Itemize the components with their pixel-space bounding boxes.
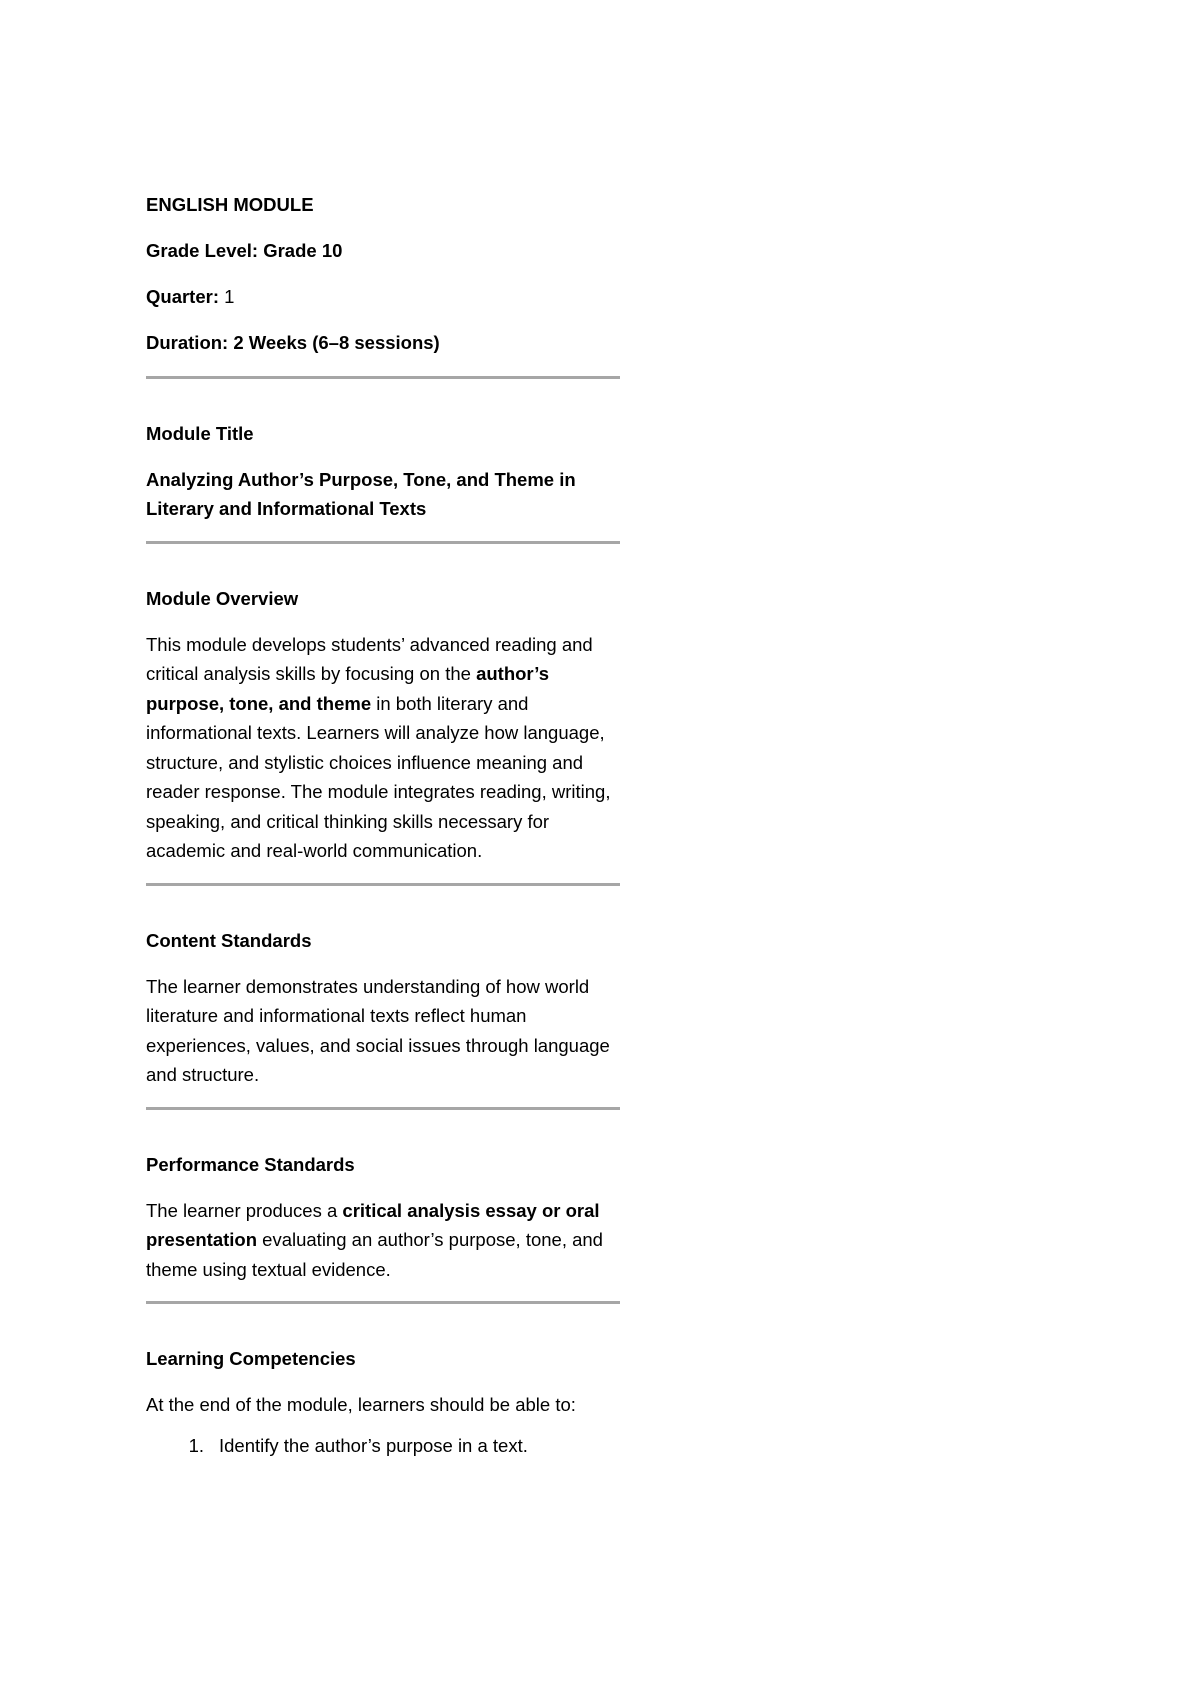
learning-competencies-heading: Learning Competencies — [146, 1348, 356, 1369]
list-item-number: 1. — [188, 1434, 204, 1456]
module-title-heading: Module Title — [146, 422, 254, 444]
module-overview-section — [146, 584, 620, 866]
module-overview-text — [146, 630, 620, 866]
competencies-list — [146, 1431, 620, 1461]
overview-text-end: in both literary and informational texts. Learners will analyze how language, structure, and stylistic choices influence meaning and reader response. The module integrates reading, writing, speaking, and critical thinking skills necessary for academic and real-world communication. — [146, 692, 611, 861]
list-item — [146, 1431, 620, 1461]
module-overview-heading: Module Overview — [146, 587, 299, 609]
content-standards-text: The learner demonstrates understanding of how world literature and informational texts reflect human experiences, values, and social issues through language and structure. — [146, 975, 610, 1085]
performance-standards-section — [146, 1150, 620, 1285]
grade-level-line — [146, 236, 620, 266]
duration-label: Duration: — [146, 332, 229, 353]
quarter-value: 1 — [224, 286, 235, 307]
grade-level-value: Grade 10 — [263, 240, 343, 261]
performance-text-emphasis: critical analysis essay or oral presentation — [146, 1199, 600, 1250]
duration-value: 2 Weeks (6–8 sessions) — [233, 332, 440, 353]
overview-text-emphasis: author’s purpose, tone, and theme — [146, 663, 550, 714]
section-divider — [146, 541, 620, 544]
content-standards-heading: Content Standards — [146, 929, 312, 951]
module-title-section — [146, 419, 620, 524]
learning-competencies-intro: At the end of the module, learners should be able to: — [146, 1394, 576, 1415]
quarter-label: Quarter: — [146, 286, 219, 307]
module-title-text: Analyzing Author’s Purpose, Tone, and Theme in Literary and Informational Texts — [146, 468, 576, 519]
section-divider — [146, 1107, 620, 1110]
performance-text-end: evaluating an author’s purpose, tone, and theme using textual evidence. — [146, 1229, 603, 1280]
performance-standards-heading: Performance Standards — [146, 1153, 355, 1175]
quarter-line — [146, 282, 620, 312]
grade-level-label: Grade Level: — [146, 240, 259, 261]
overview-text-start: This module develops students’ advanced reading and critical analysis skills by focusing on the — [146, 633, 593, 684]
document-title: ENGLISH MODULE — [146, 194, 314, 215]
list-item-text: Identify the author’s purpose in a text. — [219, 1434, 528, 1456]
performance-standards-text — [146, 1196, 620, 1285]
section-divider — [146, 1301, 620, 1304]
document-body — [146, 190, 620, 1460]
content-standards-section — [146, 926, 620, 1090]
learning-competencies-section — [146, 1344, 620, 1460]
section-divider — [146, 883, 620, 886]
performance-text-start: The learner produces a — [146, 1199, 343, 1221]
section-divider — [146, 376, 620, 379]
duration-line — [146, 328, 620, 358]
